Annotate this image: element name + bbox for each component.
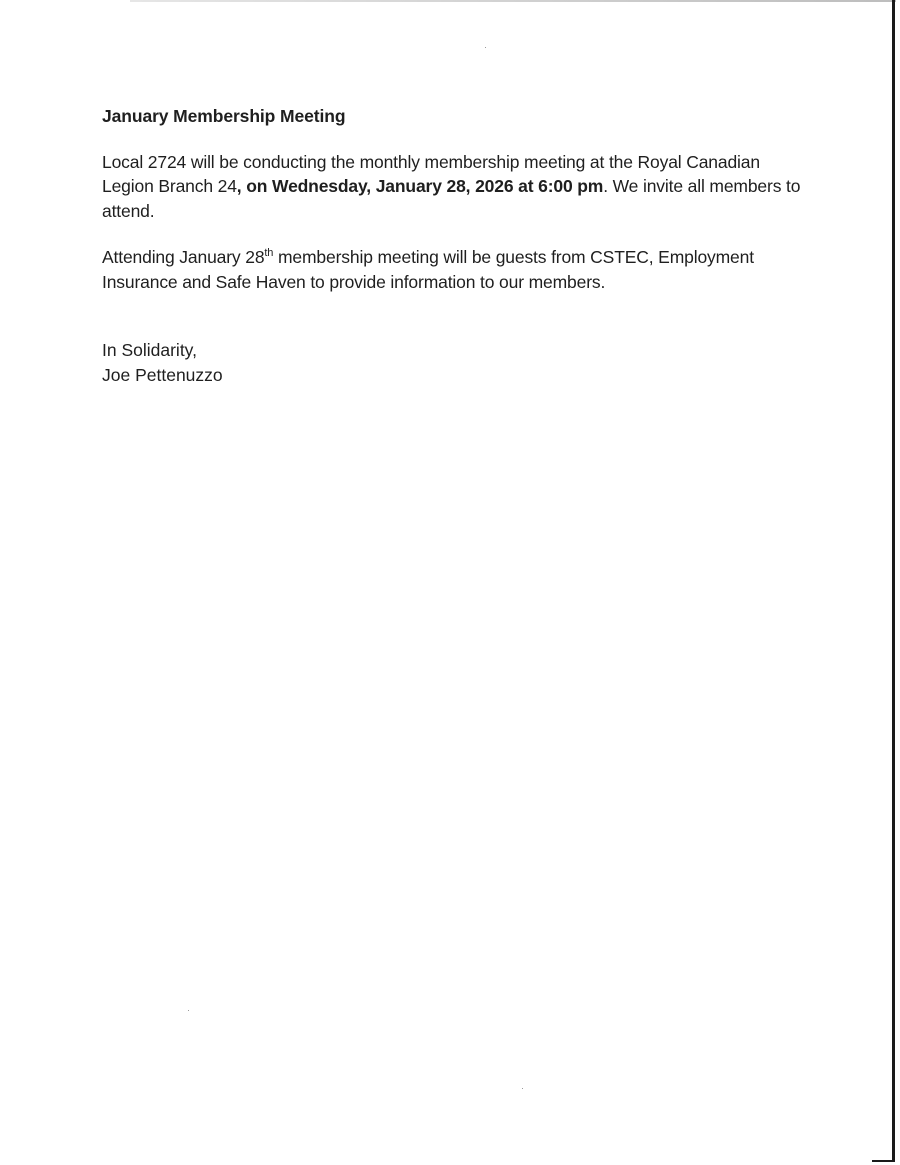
guests-text-end: membership meeting will be guests from CSTEC, Employment Insurance and Safe Haven to provide information to our members. <box>102 247 754 292</box>
page-bottom-corner-mark <box>872 1160 895 1162</box>
salutation: In Solidarity, <box>102 340 197 360</box>
scan-speck <box>485 47 486 48</box>
document-title: January Membership Meeting <box>102 106 346 126</box>
invitation-text: . We invite all members to attend. <box>102 176 801 221</box>
page-right-border <box>892 0 895 1162</box>
announcement-text: Local 2724 will be conducting the monthly membership meeting at the Royal Canadian Legion Branch 24 <box>102 151 760 196</box>
closing-block <box>102 338 802 387</box>
scan-speck <box>522 1088 523 1089</box>
meeting-announcement-paragraph <box>102 150 802 224</box>
ordinal-suffix: th <box>264 247 274 259</box>
guests-paragraph <box>102 245 802 294</box>
letter-body <box>102 104 802 387</box>
signature-name: Joe Pettenuzzo <box>102 364 223 385</box>
scan-speck <box>188 1010 189 1011</box>
guests-text-start: Attending January 28 <box>102 247 265 267</box>
meeting-date-time: , on Wednesday, January 28, 2026 at 6:00 pm <box>236 176 604 196</box>
page-top-edge <box>130 0 896 2</box>
